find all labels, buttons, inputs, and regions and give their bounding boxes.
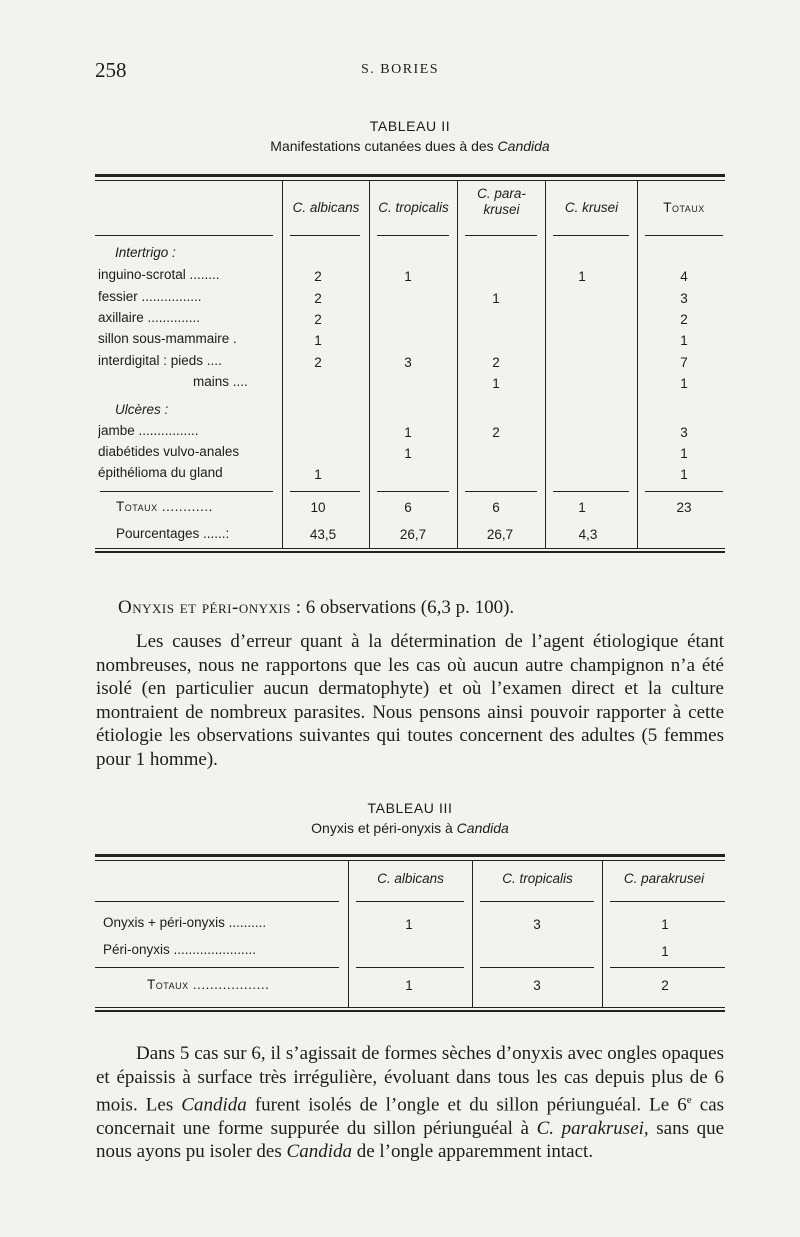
table-rule-top-thin (95, 860, 725, 861)
table-cell: 3 (404, 355, 412, 370)
table-rule-bottom (95, 1007, 725, 1008)
column-header-c-parakrusei: C. para- krusei (477, 186, 526, 217)
row-label: épithélioma du gland (98, 465, 223, 480)
table-cell: 3 (680, 291, 688, 306)
percentage-cell: 4,3 (578, 527, 598, 542)
total-cell: 2 (661, 978, 669, 993)
row-label: Onyxis + péri-onyxis .......... (103, 915, 267, 930)
column-header-c-tropicalis: C. tropicalis (378, 200, 449, 215)
table-cell: 1 (404, 269, 412, 284)
table-cell: 2 (680, 312, 688, 327)
row-label: sillon sous-mammaire . (98, 331, 237, 346)
table-cell: 3 (533, 917, 541, 932)
table-rule-top (95, 174, 725, 177)
table-rule-top (95, 854, 725, 857)
paragraph-1: Les causes d’erreur quant à la détermination de l’agent étiologique étant nombreuses, nous ne rapportons que les cas où aucun autre champignon n’a été isolé (en particulier aucun dermatophyte) et où l’examen direct et la culture montraient de nombreux parasites. Nous pensons ainsi pouvoir rapporter à cette étiologie les observations suivantes qui toutes concernent des adultes (5 femmes pour 1 homme). (96, 631, 724, 770)
table-cell: 2 (314, 269, 322, 284)
header-underline (95, 901, 339, 902)
percentage-cell: 26,7 (399, 527, 427, 542)
column-header-c-albicans: C. albicans (377, 871, 444, 886)
table-cell: 1 (404, 446, 412, 461)
totals-label: Totaux ............ (116, 499, 213, 514)
total-cell: 6 (492, 500, 500, 515)
totals-rule (465, 491, 537, 492)
percentage-cell: 26,7 (486, 527, 514, 542)
total-cell: 10 (310, 500, 326, 515)
table-cell: 1 (404, 425, 412, 440)
table-rule-bottom (95, 548, 725, 549)
group-label-ulceres: Ulcères : (115, 402, 169, 417)
table-cell: 1 (680, 376, 688, 391)
header-underline (645, 235, 723, 236)
totals-label: Totaux .................. (147, 977, 270, 992)
column-header-c-krusei: C. krusei (564, 200, 619, 215)
table-cell: 1 (680, 446, 688, 461)
table-cell: 1 (661, 917, 669, 932)
table-rule-bottom (95, 1010, 725, 1012)
row-label: mains .... (193, 374, 248, 389)
table-3-title: TABLEAU III (367, 800, 453, 816)
table-cell: 2 (314, 291, 322, 306)
paragraph-2: Dans 5 cas sur 6, il s’agissait de formes sèches d’onyxis avec ongles opaques et épaissis à surface très irrégulière, évoluant dans tous les cas depuis plus de 6 mois. Les Candida furent isolés de l’ongle et du sillon périunguéal. Le 6e cas concernait une forme suppurée du sillon périunguéal à C. parakrusei, sans que nous ayons pu isoler des Candida de l’ongle apparemment intact. (96, 1043, 725, 1163)
table-cell: 1 (661, 944, 669, 959)
totals-rule (100, 491, 273, 492)
table-3-caption: Onyxis et péri-onyxis à Candida (311, 820, 509, 836)
section-heading: Onyxis et péri-onyxis : 6 observations (6,3 p. 100). (118, 597, 515, 618)
totals-rule (645, 491, 723, 492)
row-label: inguino-scrotal ........ (98, 267, 220, 282)
column-divider (457, 180, 458, 548)
running-head: S. BORIES (360, 62, 440, 77)
totals-rule (95, 967, 339, 968)
column-header-c-tropicalis: C. tropicalis (502, 871, 573, 886)
table-cell: 1 (314, 333, 322, 348)
table-cell: 7 (680, 355, 688, 370)
total-cell: 1 (578, 500, 586, 515)
column-divider (637, 180, 638, 548)
row-label: axillaire .............. (98, 310, 201, 325)
table-2-caption: Manifestations cutanées dues à des Candida (270, 138, 550, 154)
row-label: interdigital : pieds .... (98, 353, 222, 368)
table-cell: 1 (492, 376, 500, 391)
group-label-intertrigo: Intertrigo : (115, 245, 176, 260)
column-divider (545, 180, 546, 548)
row-label: jambe ................ (98, 423, 199, 438)
total-cell: 23 (676, 500, 692, 515)
header-underline (610, 901, 725, 902)
column-divider (282, 180, 283, 548)
table-cell: 1 (680, 333, 688, 348)
total-cell: 6 (404, 500, 412, 515)
header-underline (290, 235, 360, 236)
totals-rule (377, 491, 449, 492)
table-cell: 2 (492, 355, 500, 370)
column-header-c-albicans: C. albicans (292, 200, 360, 215)
totals-rule (610, 967, 725, 968)
row-label: fessier ................ (98, 289, 202, 304)
table-cell: 1 (314, 467, 322, 482)
page-number: 258 (95, 58, 127, 82)
percentage-cell: 43,5 (309, 527, 337, 542)
header-underline (95, 235, 273, 236)
table-cell: 3 (680, 425, 688, 440)
header-underline (465, 235, 537, 236)
header-underline (356, 901, 464, 902)
table-rule-top-thin (95, 180, 725, 181)
table-cell: 1 (405, 917, 413, 932)
totals-rule (290, 491, 360, 492)
column-header-totaux: Totaux (663, 200, 705, 215)
totals-rule (480, 967, 594, 968)
table-cell: 1 (680, 467, 688, 482)
table-cell: 2 (314, 355, 322, 370)
table-cell: 1 (492, 291, 500, 306)
totals-rule (356, 967, 464, 968)
header-underline (553, 235, 629, 236)
row-label: diabétides vulvo-anales (98, 444, 240, 459)
table-cell: 2 (492, 425, 500, 440)
table-rule-bottom (95, 551, 725, 553)
percentages-label: Pourcentages ......: (116, 526, 230, 541)
table-cell: 2 (314, 312, 322, 327)
column-header-c-parakrusei: C. parakrusei (623, 871, 705, 886)
table-cell: 4 (680, 269, 688, 284)
total-cell: 1 (405, 978, 413, 993)
totals-rule (553, 491, 629, 492)
column-divider (369, 180, 370, 548)
table-cell: 1 (578, 269, 586, 284)
header-underline (377, 235, 449, 236)
header-underline (480, 901, 594, 902)
row-label: Péri-onyxis ...................... (103, 942, 257, 957)
table-2-title: TABLEAU II (369, 118, 451, 134)
total-cell: 3 (533, 978, 541, 993)
